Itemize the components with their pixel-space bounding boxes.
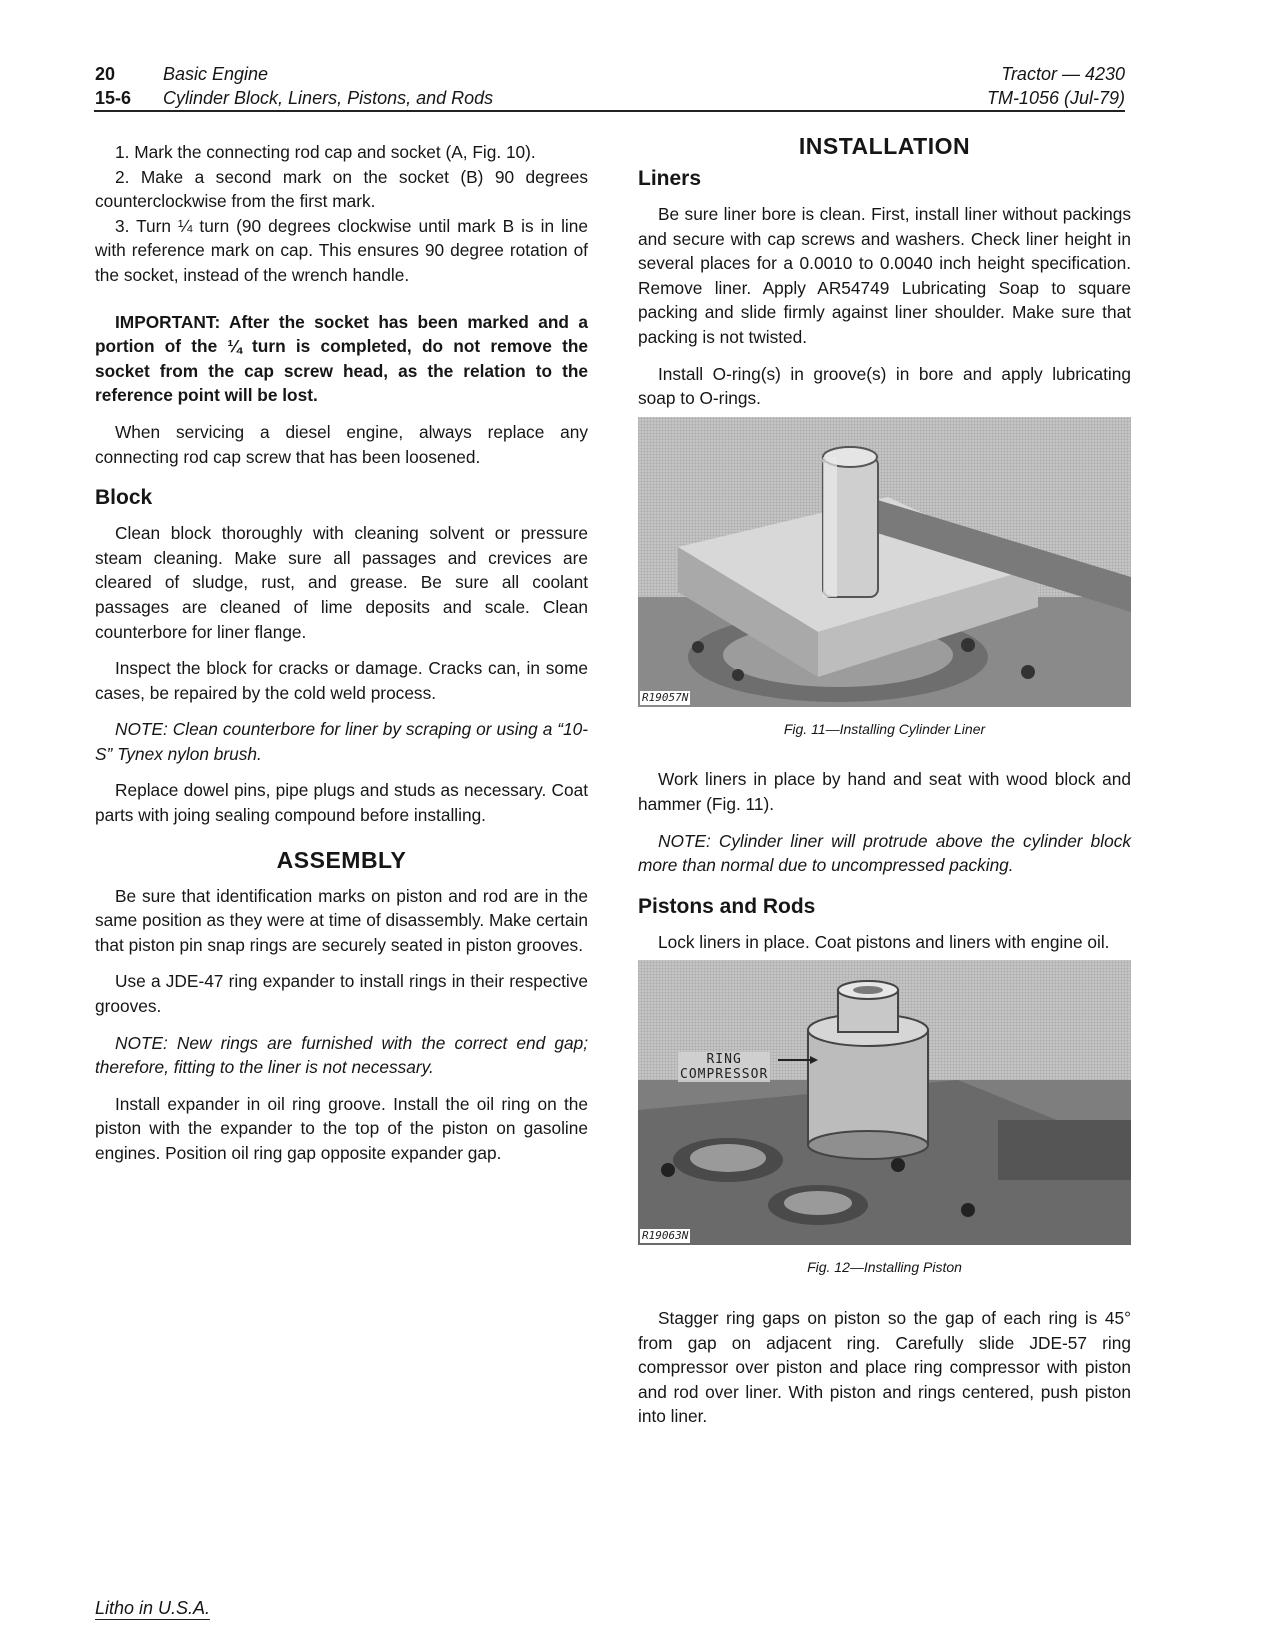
block-paragraph-3: Replace dowel pins, pipe plugs and studs as necessary. Coat parts with joing sealing compound before installing. <box>95 780 588 826</box>
ring-compressor-callout <box>678 1052 770 1082</box>
section-title: Basic Engine <box>163 64 269 84</box>
pistons-paragraph-1: Lock liners in place. Coat pistons and liners with engine oil. <box>658 931 1110 952</box>
page-header-left <box>95 62 493 110</box>
figure-12-id: R19063N <box>642 1229 689 1243</box>
page-number: 20 <box>95 64 116 84</box>
liners-paragraph-2: Install O-ring(s) in groove(s) in bore and apply lubricating soap to O-rings. <box>638 363 1131 409</box>
manual-number: TM-1056 (Jul-79) <box>986 88 1125 108</box>
hammer-on-block-illustration <box>638 417 1131 707</box>
assembly-paragraph-3: Install expander in oil ring groove. Install the oil ring on the piston with the expander to the top of the piston on gasoline engines. Position oil ring gap opposite expander gap. <box>95 1093 588 1163</box>
assembly-paragraph-1: Be sure that identification marks on piston and rod are in the same position as they were at time of disassembly. Make certain that piston pin snap rings are securely seated in piston grooves. <box>95 885 588 955</box>
subsection-title: Cylinder Block, Liners, Pistons, and Rods <box>163 88 494 108</box>
left-column <box>95 140 588 1178</box>
ring-compressor-illustration <box>638 960 1131 1245</box>
subsection-number: 15-6 <box>95 88 132 108</box>
assembly-note: NOTE: New rings are furnished with the correct end gap; therefore, fitting to the liner is not necessary. <box>95 1032 588 1078</box>
header-rule <box>94 110 1125 112</box>
product-name: Tractor — 4230 <box>1001 64 1125 84</box>
assembly-heading: ASSEMBLY <box>276 846 407 873</box>
important-notice: IMPORTANT: After the socket has been marked and a portion of the ¼ turn is completed, do not remove the socket from the cap screw head, as the relation to the reference point will be lost. <box>95 311 588 406</box>
page-header-right <box>987 62 1125 110</box>
installation-heading: INSTALLATION <box>798 133 971 159</box>
callout-line-2: COMPRESSOR <box>680 1067 769 1083</box>
block-note: NOTE: Clean counterbore for liner by scraping or using a “10-S” Tynex nylon brush. <box>95 719 588 764</box>
diesel-note: When servicing a diesel engine, always replace any connecting rod cap screw that has been loosened. <box>95 421 588 467</box>
callout-line-1: RING <box>706 1052 742 1068</box>
liners-heading: Liners <box>638 167 702 190</box>
block-paragraph-1: Clean block thoroughly with cleaning solvent or pressure steam cleaning. Make sure all passages and crevices are cleared of sludge, rust, and grease. Be sure all coolant passages are cleaned of lime deposits and scale. Clean counterbore for liner flange. <box>95 523 588 642</box>
step-2: 2. Make a second mark on the socket (B) 90 degrees counterclockwise from the first mark. <box>95 166 588 212</box>
pistons-paragraph-2: Stagger ring gaps on piston so the gap of each ring is 45° from gap on adjacent ring. Carefully slide JDE-57 ring compressor over piston and place ring compressor with piston and rod over liner. With piston and rings centered, push piston into liner. <box>638 1307 1131 1427</box>
step-1: 1. Mark the connecting rod cap and socket (A, Fig. 10). <box>115 142 536 162</box>
assembly-paragraph-2: Use a JDE-47 ring expander to install rings in their respective grooves. <box>95 971 588 1017</box>
liners-note: NOTE: Cylinder liner will protrude above the cylinder block more than normal due to uncompressed packing. <box>638 830 1131 876</box>
liners-paragraph-1: Be sure liner bore is clean. First, install liner without packings and secure with cap screws and washers. Check liner height in several places for a 0.0010 to 0.0040 inch height specification. Remove liner. Apply AR54749 Lubricating Soap to square packing and slide firmly against liner shoulder. Make sure that packing is not twisted. <box>638 204 1131 347</box>
footer-litho: Litho in U.S.A. <box>95 1598 211 1618</box>
figure-11-caption: Fig. 11—Installing Cylinder Liner <box>783 720 986 737</box>
figure-12-photo <box>638 960 1131 1245</box>
block-heading: Block <box>95 486 153 510</box>
block-paragraph-2: Inspect the block for cracks or damage. Cracks can, in some cases, be repaired by the cold weld process. <box>95 658 588 703</box>
pistons-heading: Pistons and Rods <box>638 894 816 918</box>
step-3: 3. Turn ¼ turn (90 degrees clockwise until mark B is in line with reference mark on cap. This ensures 90 degree rotation of the socket, instead of the wrench handle. <box>95 215 588 285</box>
figure-11-id: R19057N <box>642 690 689 704</box>
liners-paragraph-3: Work liners in place by hand and seat with wood block and hammer (Fig. 11). <box>638 769 1131 814</box>
figure-12-caption: Fig. 12—Installing Piston <box>807 1259 962 1276</box>
figure-11-photo <box>638 417 1131 707</box>
right-column <box>638 133 1131 1441</box>
